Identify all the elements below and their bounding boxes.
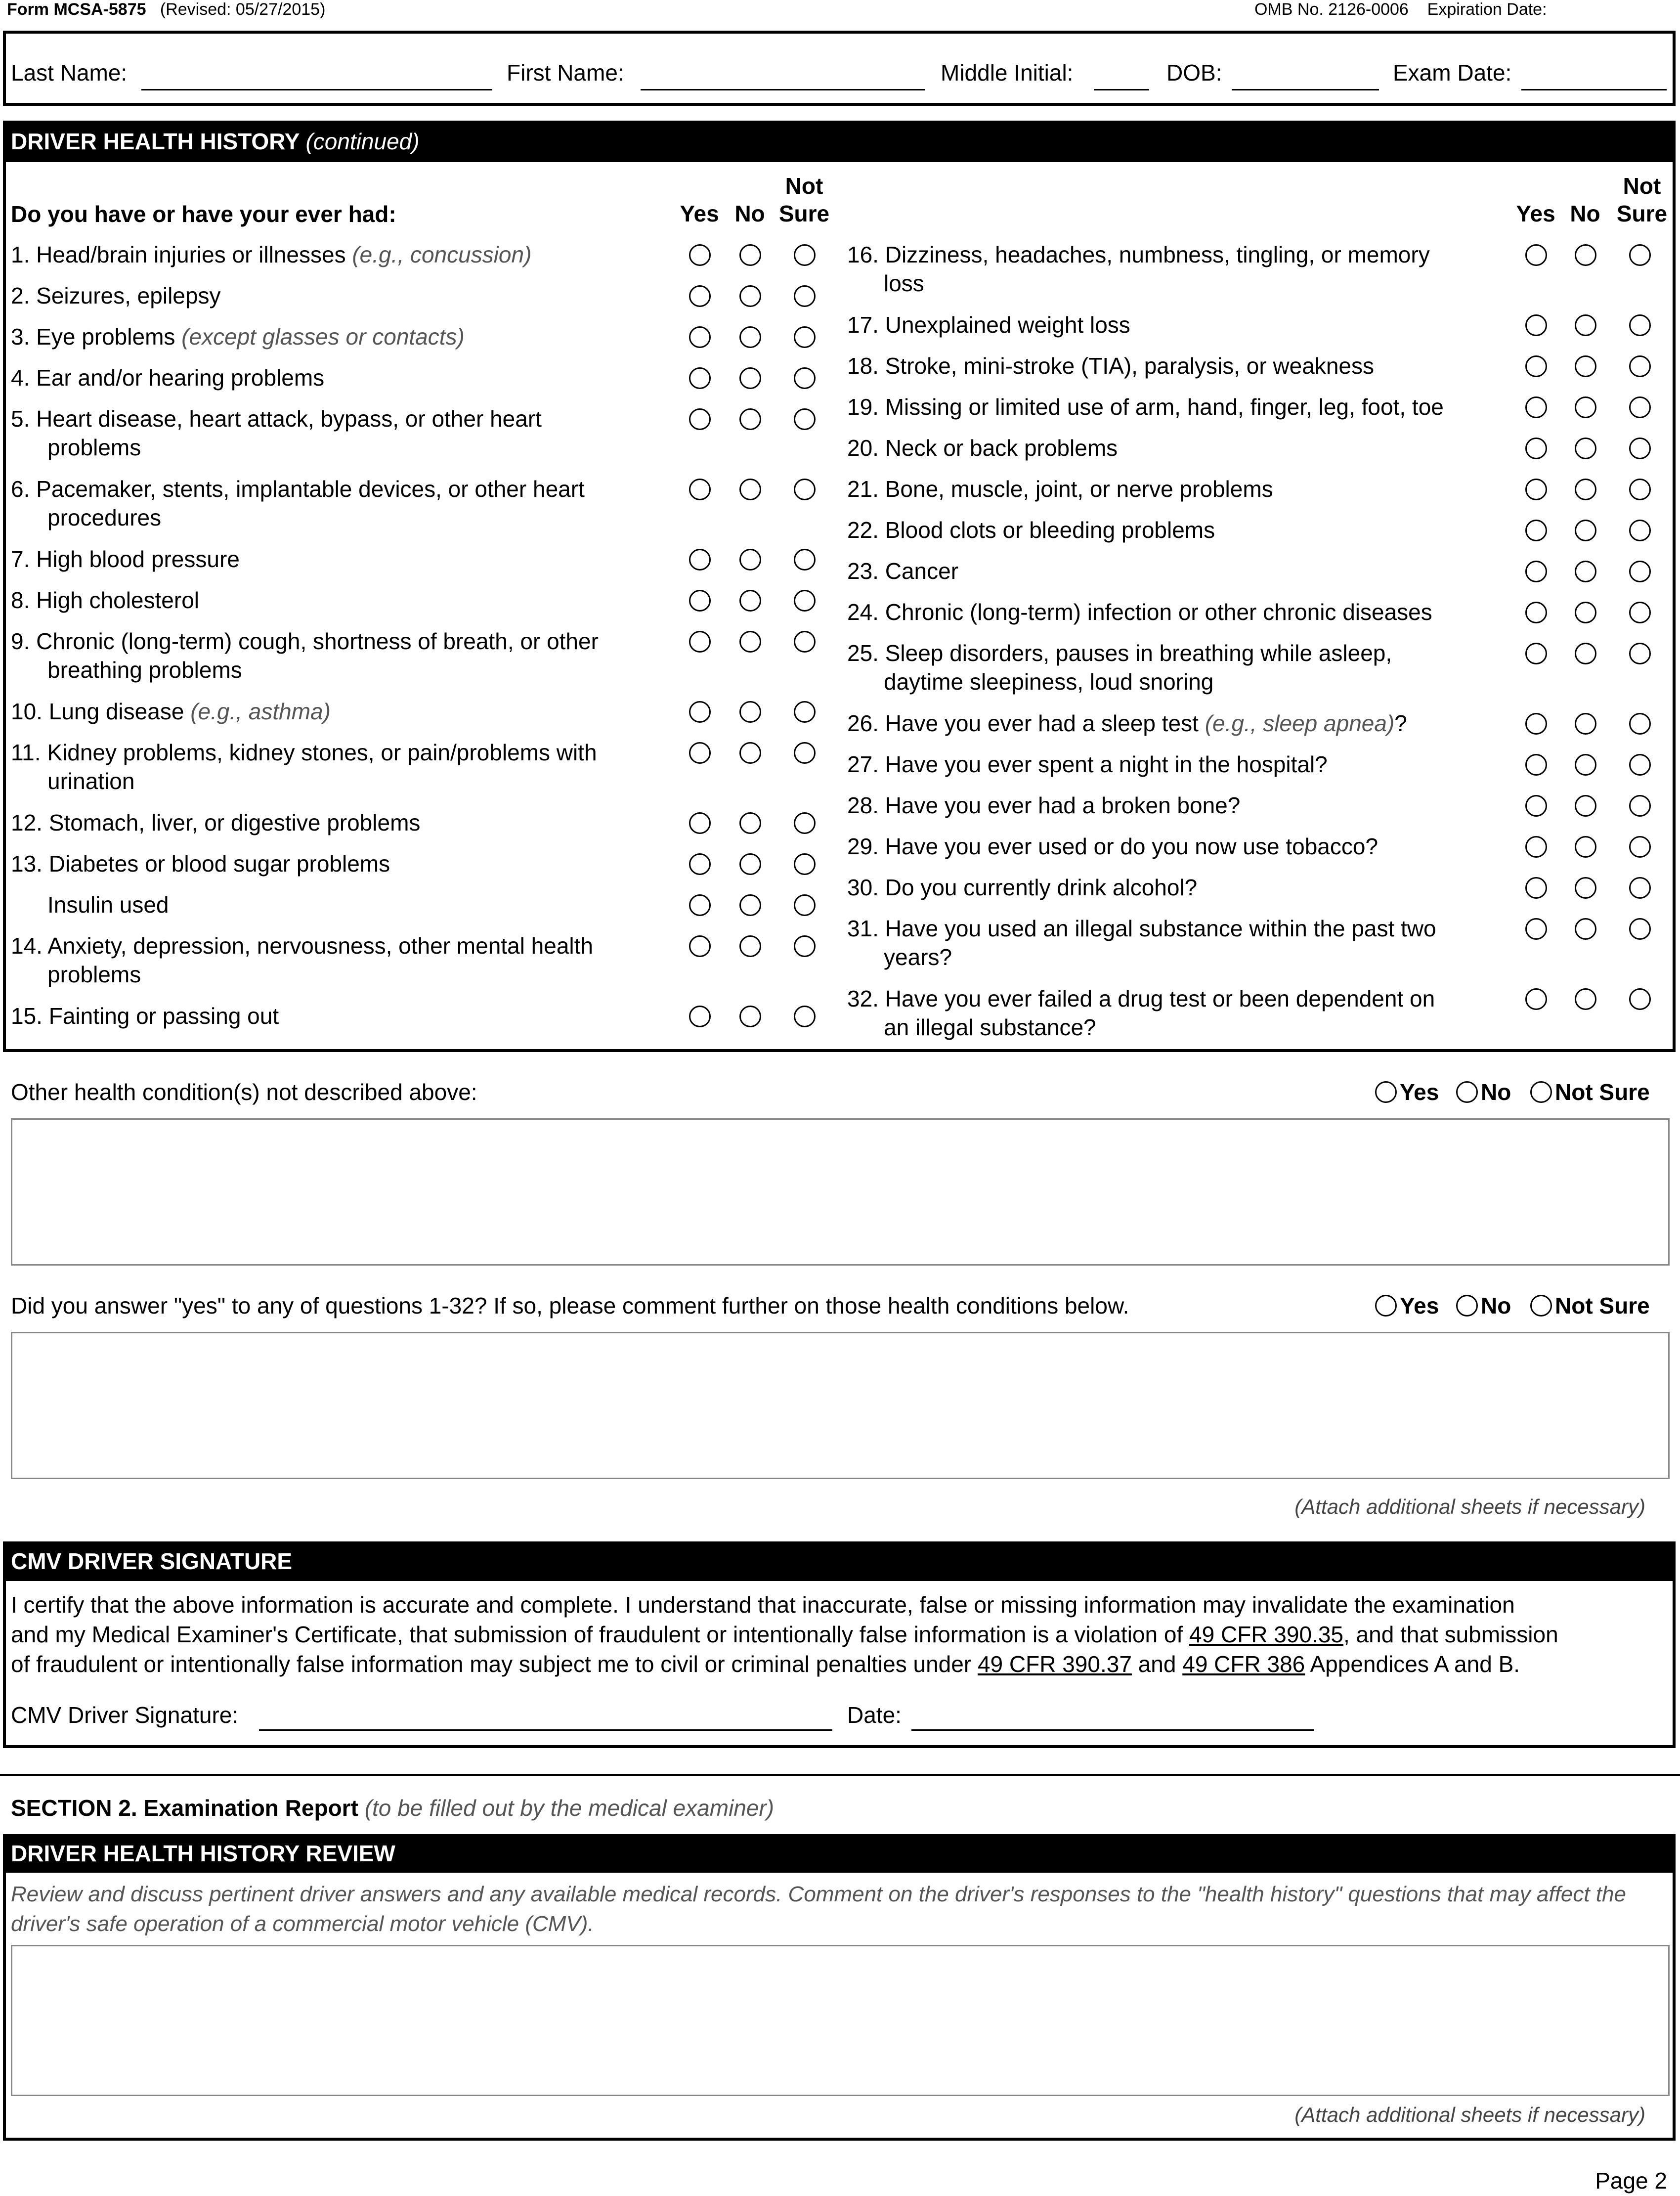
followup-no-label: No: [1481, 1293, 1511, 1318]
question-row: [11, 808, 673, 837]
col-no-left: No: [734, 201, 765, 226]
question-row: [11, 849, 673, 878]
not-sure-radio[interactable]: [1629, 713, 1651, 735]
history-prompt: Do you have or have your ever had:: [11, 201, 396, 227]
health-history-title: DRIVER HEALTH HISTORY (continued): [3, 121, 1676, 162]
no-radio[interactable]: [739, 853, 761, 875]
not-sure-radio[interactable]: [1629, 643, 1651, 664]
question-number: 25.: [847, 640, 879, 666]
question-text: Have you ever had a sleep test: [885, 710, 1199, 736]
question-text-line2: daytime sleepiness, loud snoring: [884, 669, 1214, 695]
no-radio[interactable]: [1575, 244, 1596, 266]
not-sure-radio[interactable]: [1629, 602, 1651, 623]
question-row: [847, 351, 1509, 380]
col-yes-right: Yes: [1516, 201, 1555, 226]
other-yes-label: Yes: [1400, 1079, 1439, 1105]
question-suffix: ?: [1394, 710, 1407, 736]
cfr-390-35-link[interactable]: 49 CFR 390.35: [1189, 1622, 1343, 1647]
yes-radio[interactable]: [1525, 520, 1547, 541]
question-text: High cholesterol: [36, 587, 199, 613]
question-row: [847, 873, 1509, 902]
not-sure-radio[interactable]: [1629, 836, 1651, 858]
yes-radio[interactable]: [689, 244, 711, 266]
no-radio[interactable]: [739, 631, 761, 653]
not-sure-radio[interactable]: [794, 1006, 816, 1027]
question-row: [11, 931, 673, 989]
question-text: Fainting or passing out: [48, 1003, 279, 1029]
not-sure-radio[interactable]: [794, 742, 816, 764]
question-text: Chronic (long-term) infection or other chronic diseases: [885, 599, 1432, 625]
question-row: [11, 890, 673, 919]
yes-radio[interactable]: [689, 326, 711, 348]
question-number: 27.: [847, 751, 879, 777]
not-sure-radio[interactable]: [794, 408, 816, 430]
no-radio[interactable]: [1575, 836, 1596, 858]
yes-radio[interactable]: [1525, 643, 1547, 664]
question-number: 6.: [11, 476, 30, 502]
question-text: Seizures, epilepsy: [36, 283, 221, 308]
question-text: Chronic (long-term) cough, shortness of breath, or other: [36, 628, 599, 654]
not-sure-radio[interactable]: [794, 326, 816, 348]
not-sure-radio[interactable]: [1629, 438, 1651, 459]
question-text-line2: breathing problems: [47, 657, 242, 683]
question-text: Do you currently drink alcohol?: [885, 875, 1198, 900]
not-sure-radio[interactable]: [1629, 314, 1651, 336]
yes-radio[interactable]: [689, 285, 711, 307]
yes-radio[interactable]: [1525, 314, 1547, 336]
question-text: Neck or back problems: [885, 435, 1118, 461]
question-note: (e.g., sleep apnea): [1205, 710, 1395, 736]
question-number: 24.: [847, 599, 879, 625]
signature-title: CMV DRIVER SIGNATURE: [3, 1541, 1676, 1581]
question-text-line2: years?: [884, 944, 952, 970]
question-text: Have you ever had a broken bone?: [885, 792, 1241, 818]
page-number: Page 2: [1595, 2168, 1667, 2194]
yes-radio[interactable]: [689, 479, 711, 500]
not-sure-radio[interactable]: [1629, 877, 1651, 899]
no-radio[interactable]: [739, 408, 761, 430]
last-name-field[interactable]: [141, 89, 492, 90]
question-note: (except glasses or contacts): [181, 324, 465, 350]
not-sure-radio[interactable]: [794, 367, 816, 389]
signature-field[interactable]: [259, 1729, 832, 1731]
yes-radio[interactable]: [689, 701, 711, 723]
question-note: (e.g., asthma): [190, 699, 331, 724]
col-not-left: Not: [785, 173, 823, 199]
question-text: Sleep disorders, pauses in breathing while asleep,: [885, 640, 1392, 666]
yes-radio[interactable]: [689, 935, 711, 957]
followup-label: Did you answer "yes" to any of questions 1-32? If so, please comment further on those health conditions below.: [11, 1293, 1129, 1318]
other-notsure-label: Not Sure: [1555, 1079, 1650, 1105]
no-radio[interactable]: [739, 367, 761, 389]
question-text-line2: an illegal substance?: [884, 1014, 1096, 1040]
other-yes-option[interactable]: [1375, 1079, 1439, 1105]
question-text: Heart disease, heart attack, bypass, or other heart: [36, 406, 542, 432]
attach-note-1: (Attach additional sheets if necessary): [1294, 1495, 1645, 1518]
not-sure-radio[interactable]: [1629, 479, 1651, 500]
question-text: Bone, muscle, joint, or nerve problems: [885, 476, 1273, 502]
question-number: 19.: [847, 394, 879, 420]
yes-radio[interactable]: [689, 408, 711, 430]
question-text: Diabetes or blood sugar problems: [48, 851, 390, 877]
question-row: [11, 545, 673, 573]
question-number: 3.: [11, 324, 30, 350]
yes-radio[interactable]: [1525, 479, 1547, 500]
question-text: Stomach, liver, or digestive problems: [48, 810, 421, 835]
col-sure-right: Sure: [1616, 201, 1668, 226]
followup-yes-option[interactable]: [1375, 1292, 1439, 1319]
review-textbox[interactable]: [11, 1945, 1670, 2096]
no-radio[interactable]: [1575, 988, 1596, 1010]
other-no-option[interactable]: [1456, 1079, 1511, 1105]
no-radio[interactable]: [1575, 314, 1596, 336]
yes-radio[interactable]: [1525, 355, 1547, 377]
yes-radio[interactable]: [1525, 754, 1547, 776]
certification-text: I certify that the above information is accurate and complete. I understand that inaccurate, false or missing information may invalidate the examination and my Medical Examiner's Certificate, that submission of fraudulent or intentionally false information is a violation of 49 CFR 390.35, and that submission of fraudulent or intentionally false information may subject me to civil or criminal penalties under 49 CFR 390.37 and 49 CFR 386 Appendices A and B.: [11, 1592, 1558, 1677]
question-text-line2: problems: [47, 962, 141, 987]
question-text: Lung disease: [48, 699, 184, 724]
no-radio[interactable]: [1575, 396, 1596, 418]
question-row: [847, 475, 1509, 503]
middle-initial-label: Middle Initial:: [941, 60, 1074, 86]
yes-radio[interactable]: [1525, 602, 1547, 623]
question-number: 1.: [11, 242, 30, 267]
question-number: 8.: [11, 587, 30, 613]
not-sure-radio[interactable]: [1629, 918, 1651, 940]
followup-no-radio[interactable]: [1456, 1295, 1478, 1317]
last-name-label: Last Name:: [11, 60, 128, 86]
not-sure-radio[interactable]: [1629, 561, 1651, 582]
no-radio[interactable]: [1575, 561, 1596, 582]
question-text: Anxiety, depression, nervousness, other mental health: [47, 933, 593, 959]
no-radio[interactable]: [739, 244, 761, 266]
yes-radio[interactable]: [689, 812, 711, 834]
question-number: 32.: [847, 986, 879, 1011]
followup-notsure-radio[interactable]: [1530, 1295, 1552, 1317]
followup-notsure-label: Not Sure: [1555, 1293, 1650, 1318]
followup-yes-label: Yes: [1400, 1293, 1439, 1318]
question-row: [11, 240, 673, 269]
no-radio[interactable]: [739, 935, 761, 957]
question-text: Head/brain injuries or illnesses: [36, 242, 346, 267]
signature-date-field[interactable]: [911, 1729, 1314, 1731]
no-radio[interactable]: [1575, 479, 1596, 500]
col-no-right: No: [1570, 201, 1600, 226]
yes-radio[interactable]: [689, 742, 711, 764]
no-radio[interactable]: [1575, 355, 1596, 377]
signature-date-label: Date:: [847, 1702, 902, 1728]
question-row: [11, 627, 673, 684]
section2-note: (to be filled out by the medical examiner): [364, 1795, 775, 1821]
no-radio[interactable]: [739, 479, 761, 500]
question-row: [847, 516, 1509, 544]
not-sure-radio[interactable]: [1629, 244, 1651, 266]
question-row: [847, 240, 1509, 298]
yes-radio[interactable]: [1525, 396, 1547, 418]
question-number: 11.: [11, 740, 41, 765]
dob-field[interactable]: [1232, 89, 1379, 90]
dob-label: DOB:: [1166, 60, 1222, 86]
question-number: 4.: [11, 365, 30, 391]
not-sure-radio[interactable]: [1629, 520, 1651, 541]
yes-radio[interactable]: [1525, 713, 1547, 735]
no-radio[interactable]: [1575, 918, 1596, 940]
other-no-label: No: [1481, 1079, 1511, 1105]
question-number: 12.: [11, 810, 43, 835]
question-text: Stroke, mini-stroke (TIA), paralysis, or weakness: [885, 353, 1375, 379]
no-radio[interactable]: [1575, 877, 1596, 899]
question-number: 10.: [11, 699, 43, 724]
other-no-radio[interactable]: [1456, 1081, 1478, 1103]
no-radio[interactable]: [1575, 713, 1596, 735]
question-number: 30.: [847, 875, 879, 900]
section2-title: SECTION 2. Examination Report (to be filled out by the medical examiner): [11, 1795, 775, 1821]
question-row: [11, 738, 673, 795]
other-conditions-textbox[interactable]: [11, 1118, 1670, 1266]
yes-radio[interactable]: [689, 894, 711, 916]
review-title: DRIVER HEALTH HISTORY REVIEW: [3, 1834, 1676, 1873]
question-number: 13.: [11, 851, 43, 877]
question-number: 14.: [11, 933, 43, 959]
yes-radio[interactable]: [1525, 836, 1547, 858]
not-sure-radio[interactable]: [794, 701, 816, 723]
not-sure-radio[interactable]: [794, 549, 816, 571]
no-radio[interactable]: [739, 701, 761, 723]
question-text: Unexplained weight loss: [885, 312, 1130, 338]
question-text: Dizziness, headaches, numbness, tingling, or memory: [885, 242, 1430, 267]
yes-radio[interactable]: [689, 1006, 711, 1027]
review-instructions: Review and discuss pertinent driver answers and any available medical records. Comment on the driver's responses to the "health history" questions that may affect the driver's safe operation of a commercial motor vehicle (CMV).: [11, 1882, 1626, 1936]
question-number: 18.: [847, 353, 879, 379]
not-sure-radio[interactable]: [794, 590, 816, 612]
question-number: 26.: [847, 710, 879, 736]
question-text: High blood pressure: [36, 546, 240, 572]
question-number: 5.: [11, 406, 30, 432]
other-notsure-option[interactable]: [1530, 1079, 1650, 1105]
first-name-field[interactable]: [641, 89, 925, 90]
no-radio[interactable]: [739, 285, 761, 307]
not-sure-radio[interactable]: [794, 853, 816, 875]
middle-initial-field[interactable]: [1094, 89, 1149, 90]
question-text: Have you ever failed a drug test or been dependent on: [885, 986, 1435, 1011]
col-not-right: Not: [1623, 173, 1661, 199]
no-radio[interactable]: [739, 549, 761, 571]
not-sure-radio[interactable]: [794, 935, 816, 957]
question-text: Missing or limited use of arm, hand, finger, leg, foot, toe: [885, 394, 1444, 420]
first-name-label: First Name:: [507, 60, 624, 86]
no-radio[interactable]: [1575, 754, 1596, 776]
not-sure-radio[interactable]: [794, 479, 816, 500]
no-radio[interactable]: [1575, 602, 1596, 623]
no-radio[interactable]: [739, 1006, 761, 1027]
yes-radio[interactable]: [1525, 988, 1547, 1010]
yes-radio[interactable]: [689, 631, 711, 653]
question-number: 21.: [847, 476, 879, 502]
question-text-line2: problems: [47, 435, 141, 460]
cfr-386-link[interactable]: 49 CFR 386: [1182, 1651, 1305, 1677]
question-text: Have you ever used or do you now use tobacco?: [885, 834, 1378, 859]
question-row: [847, 393, 1509, 421]
question-row: [847, 791, 1509, 820]
question-text: Insulin used: [47, 892, 169, 918]
yes-radio[interactable]: [689, 590, 711, 612]
expiration-date: Expiration Date:: [1427, 0, 1547, 19]
not-sure-radio[interactable]: [794, 285, 816, 307]
other-conditions-label: Other health condition(s) not described above:: [11, 1079, 477, 1105]
yes-radio[interactable]: [1525, 795, 1547, 817]
no-radio[interactable]: [739, 894, 761, 916]
exam-date-label: Exam Date:: [1393, 60, 1512, 86]
question-row: [11, 1002, 673, 1030]
yes-radio[interactable]: [1525, 918, 1547, 940]
not-sure-radio[interactable]: [1629, 754, 1651, 776]
question-row: [11, 281, 673, 310]
no-radio[interactable]: [739, 326, 761, 348]
exam-date-field[interactable]: [1521, 89, 1667, 90]
question-text: Have you used an illegal substance within the past two: [885, 916, 1436, 941]
question-number: 22.: [847, 517, 879, 543]
question-number: 20.: [847, 435, 879, 461]
cfr-390-37-link[interactable]: 49 CFR 390.37: [977, 1651, 1132, 1677]
no-radio[interactable]: [1575, 520, 1596, 541]
yes-radio[interactable]: [1525, 877, 1547, 899]
question-number: 23.: [847, 558, 879, 584]
not-sure-radio[interactable]: [794, 812, 816, 834]
not-sure-radio[interactable]: [1629, 355, 1651, 377]
other-notsure-radio[interactable]: [1530, 1081, 1552, 1103]
not-sure-radio[interactable]: [1629, 396, 1651, 418]
question-row: [847, 984, 1509, 1042]
question-text-line2: procedures: [47, 505, 162, 530]
question-text: Blood clots or bleeding problems: [885, 517, 1215, 543]
question-row: [847, 557, 1509, 585]
question-number: 15.: [11, 1003, 43, 1029]
no-radio[interactable]: [739, 590, 761, 612]
yes-radio[interactable]: [1525, 244, 1547, 266]
question-number: 28.: [847, 792, 879, 818]
form-id: Form MCSA-5875 (Revised: 05/27/2015): [7, 0, 326, 19]
attach-note-2: (Attach additional sheets if necessary): [1294, 2103, 1645, 2126]
question-number: 29.: [847, 834, 879, 859]
not-sure-radio[interactable]: [1629, 988, 1651, 1010]
question-row: [11, 322, 673, 351]
question-text-line2: urination: [47, 768, 135, 794]
followup-no-option[interactable]: [1456, 1292, 1511, 1319]
question-number: 7.: [11, 546, 30, 572]
yes-radio[interactable]: [1525, 438, 1547, 459]
yes-radio[interactable]: [1525, 561, 1547, 582]
question-number: 16.: [847, 242, 879, 267]
question-note: (e.g., concussion): [352, 242, 532, 267]
question-row: [847, 750, 1509, 779]
col-yes-left: Yes: [680, 201, 719, 226]
question-text: Cancer: [885, 558, 959, 584]
question-row: [11, 404, 673, 462]
question-text: Ear and/or hearing problems: [36, 365, 325, 391]
question-number: 9.: [11, 628, 30, 654]
no-radio[interactable]: [1575, 643, 1596, 664]
no-radio[interactable]: [739, 812, 761, 834]
followup-textbox[interactable]: [11, 1332, 1670, 1479]
question-text-line2: loss: [884, 270, 924, 296]
question-row: [11, 586, 673, 615]
followup-notsure-option[interactable]: [1530, 1292, 1650, 1319]
no-radio[interactable]: [739, 742, 761, 764]
not-sure-radio[interactable]: [794, 631, 816, 653]
no-radio[interactable]: [1575, 438, 1596, 459]
question-row: [847, 639, 1509, 696]
signature-label: CMV Driver Signature:: [11, 1702, 239, 1728]
section2-divider: [0, 1774, 1680, 1776]
omb-number: OMB No. 2126-0006 Expiration Date:: [1254, 0, 1547, 19]
followup-yes-radio[interactable]: [1375, 1295, 1397, 1317]
yes-radio[interactable]: [689, 853, 711, 875]
col-sure-left: Sure: [778, 201, 830, 226]
not-sure-radio[interactable]: [1629, 795, 1651, 817]
question-row: [11, 363, 673, 392]
question-row: [11, 697, 673, 726]
question-row: [847, 914, 1509, 971]
no-radio[interactable]: [1575, 795, 1596, 817]
yes-radio[interactable]: [689, 367, 711, 389]
question-text: Have you ever spent a night in the hospital?: [885, 751, 1328, 777]
revised-date: (Revised: 05/27/2015): [160, 0, 326, 19]
yes-radio[interactable]: [689, 549, 711, 571]
not-sure-radio[interactable]: [794, 244, 816, 266]
question-text: Kidney problems, kidney stones, or pain/problems with: [47, 740, 597, 765]
question-number: 2.: [11, 283, 30, 308]
question-row: [847, 310, 1509, 339]
question-text: Eye problems: [36, 324, 175, 350]
question-row: [847, 598, 1509, 626]
question-row: [11, 475, 673, 532]
question-row: [847, 434, 1509, 462]
question-text: Pacemaker, stents, implantable devices, or other heart: [36, 476, 585, 502]
question-number: 31.: [847, 916, 879, 941]
question-number: 17.: [847, 312, 879, 338]
other-yes-radio[interactable]: [1375, 1081, 1397, 1103]
question-row: [847, 709, 1509, 738]
not-sure-radio[interactable]: [794, 894, 816, 916]
question-row: [847, 832, 1509, 861]
